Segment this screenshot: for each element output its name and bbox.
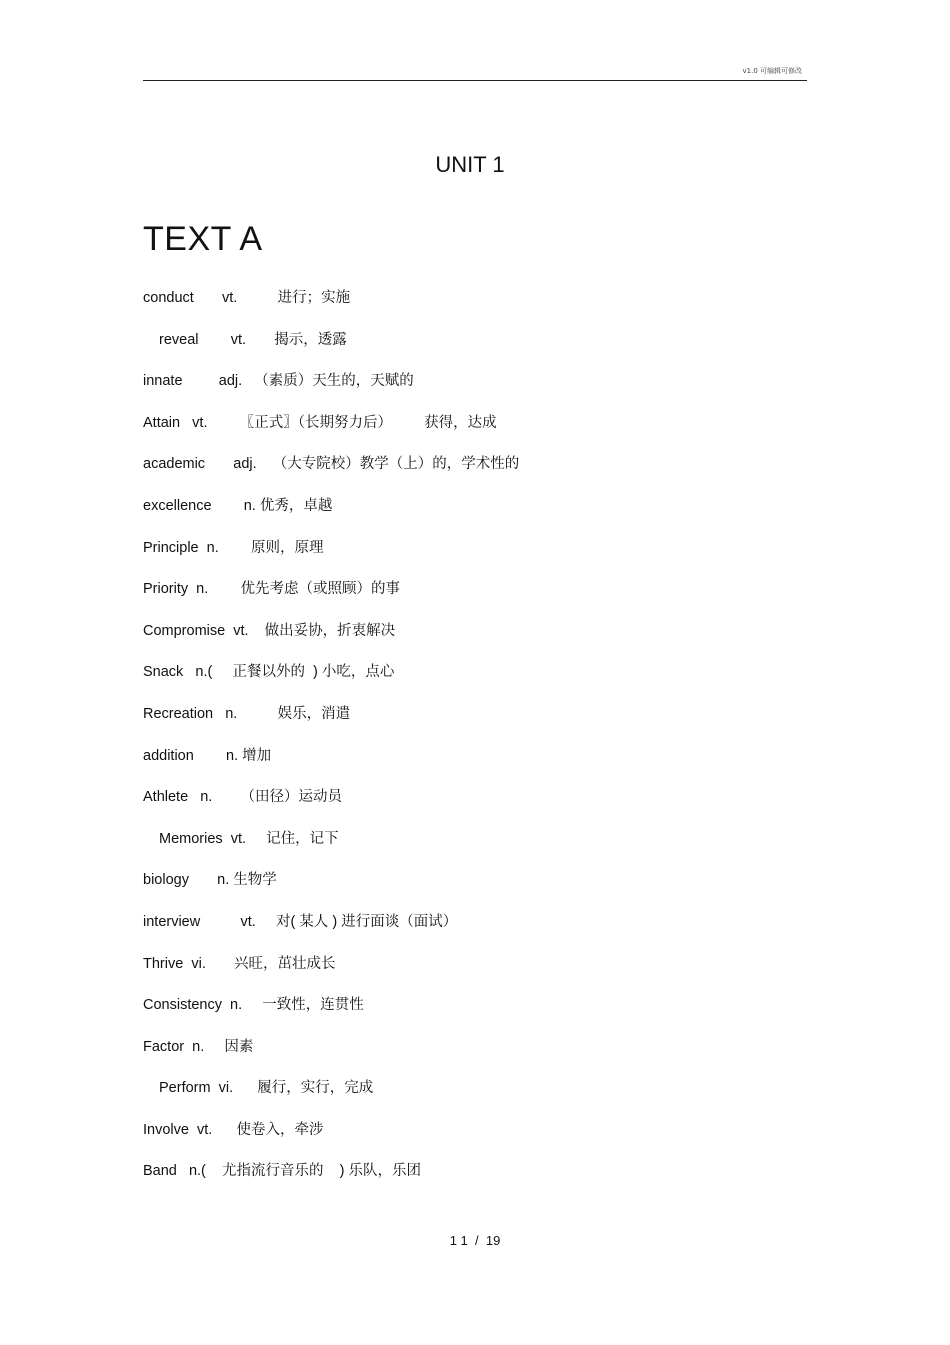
vocab-entry-text: addition n. 增加 (143, 747, 272, 764)
vocab-entry-text: Snack n.( 正餐以外的 ) 小吃，点心 (143, 664, 395, 681)
vocab-entry-text: Thrive vi. 兴旺，茁壮成长 (143, 955, 336, 972)
vocabulary-list (143, 288, 803, 1203)
unit-title: UNIT 1 (435, 152, 505, 177)
page-number: 1 1 / 19 (449, 1233, 501, 1248)
vocab-entry (143, 787, 803, 829)
vocab-entry (143, 413, 803, 455)
vocab-entry-text: academic adj. （大专院校）教学（上）的，学术性的 (143, 456, 520, 473)
vocab-entry (143, 496, 803, 538)
header-version-note: v1.0 可编辑可修改 (742, 67, 802, 75)
vocab-entry (143, 371, 803, 413)
header-divider (143, 80, 807, 81)
vocab-entry-text: Priority n. 优先考虑（或照顾）的事 (143, 581, 400, 598)
vocab-entry-text: excellence n. 优秀，卓越 (143, 497, 333, 514)
vocab-entry-text: reveal vt. 揭示，透露 (159, 331, 347, 348)
vocab-entry-text: Consistency n. 一致性，连贯性 (143, 997, 364, 1014)
vocab-entry-text: Factor n. 因素 (143, 1038, 254, 1055)
vocab-entry (143, 1120, 803, 1162)
vocab-entry (143, 746, 803, 788)
vocab-entry-text: Recreation n. 娱乐，消遣 (143, 705, 351, 722)
vocab-entry (143, 829, 803, 871)
vocab-entry-text: Athlete n. （田径）运动员 (143, 789, 343, 806)
vocab-entry (143, 954, 803, 996)
vocab-entry-text: Compromise vt. 做出妥协，折衷解决 (143, 622, 396, 639)
vocab-entry-text: Principle n. 原则，原理 (143, 539, 324, 556)
vocab-entry (143, 1078, 803, 1120)
vocab-entry-text: Memories vt. 记住，记下 (159, 830, 339, 847)
vocab-entry (143, 579, 803, 621)
vocab-entry (143, 870, 803, 912)
vocab-entry-text: interview vt. 对( 某人 ) 进行面谈（面试） (143, 913, 458, 930)
vocab-entry-text: conduct vt. 进行；实施 (143, 290, 351, 306)
vocab-entry (143, 1161, 803, 1203)
vocab-entry (143, 704, 803, 746)
vocab-entry-text: Involve vt. 使卷入，牵涉 (143, 1121, 324, 1138)
section-title: TEXT A (143, 220, 263, 258)
vocab-entry (143, 288, 803, 330)
vocab-entry-text: Perform vi. 履行，实行，完成 (159, 1080, 374, 1097)
vocab-entry (143, 330, 803, 372)
vocab-entry-text: Band n.( 尤指流行音乐的 ) 乐队，乐团 (143, 1163, 421, 1180)
vocab-entry (143, 995, 803, 1037)
vocab-entry-text: innate adj. （素质）天生的，天赋的 (143, 373, 414, 390)
vocab-entry (143, 454, 803, 496)
vocab-entry-text: biology n. 生物学 (143, 872, 277, 889)
vocab-entry (143, 538, 803, 580)
vocab-entry (143, 662, 803, 704)
vocab-entry (143, 621, 803, 663)
vocab-entry-text: Attain vt. 〖正式〗（长期努力后） 获得，达成 (143, 414, 497, 431)
vocab-entry (143, 1037, 803, 1079)
vocab-entry (143, 912, 803, 954)
